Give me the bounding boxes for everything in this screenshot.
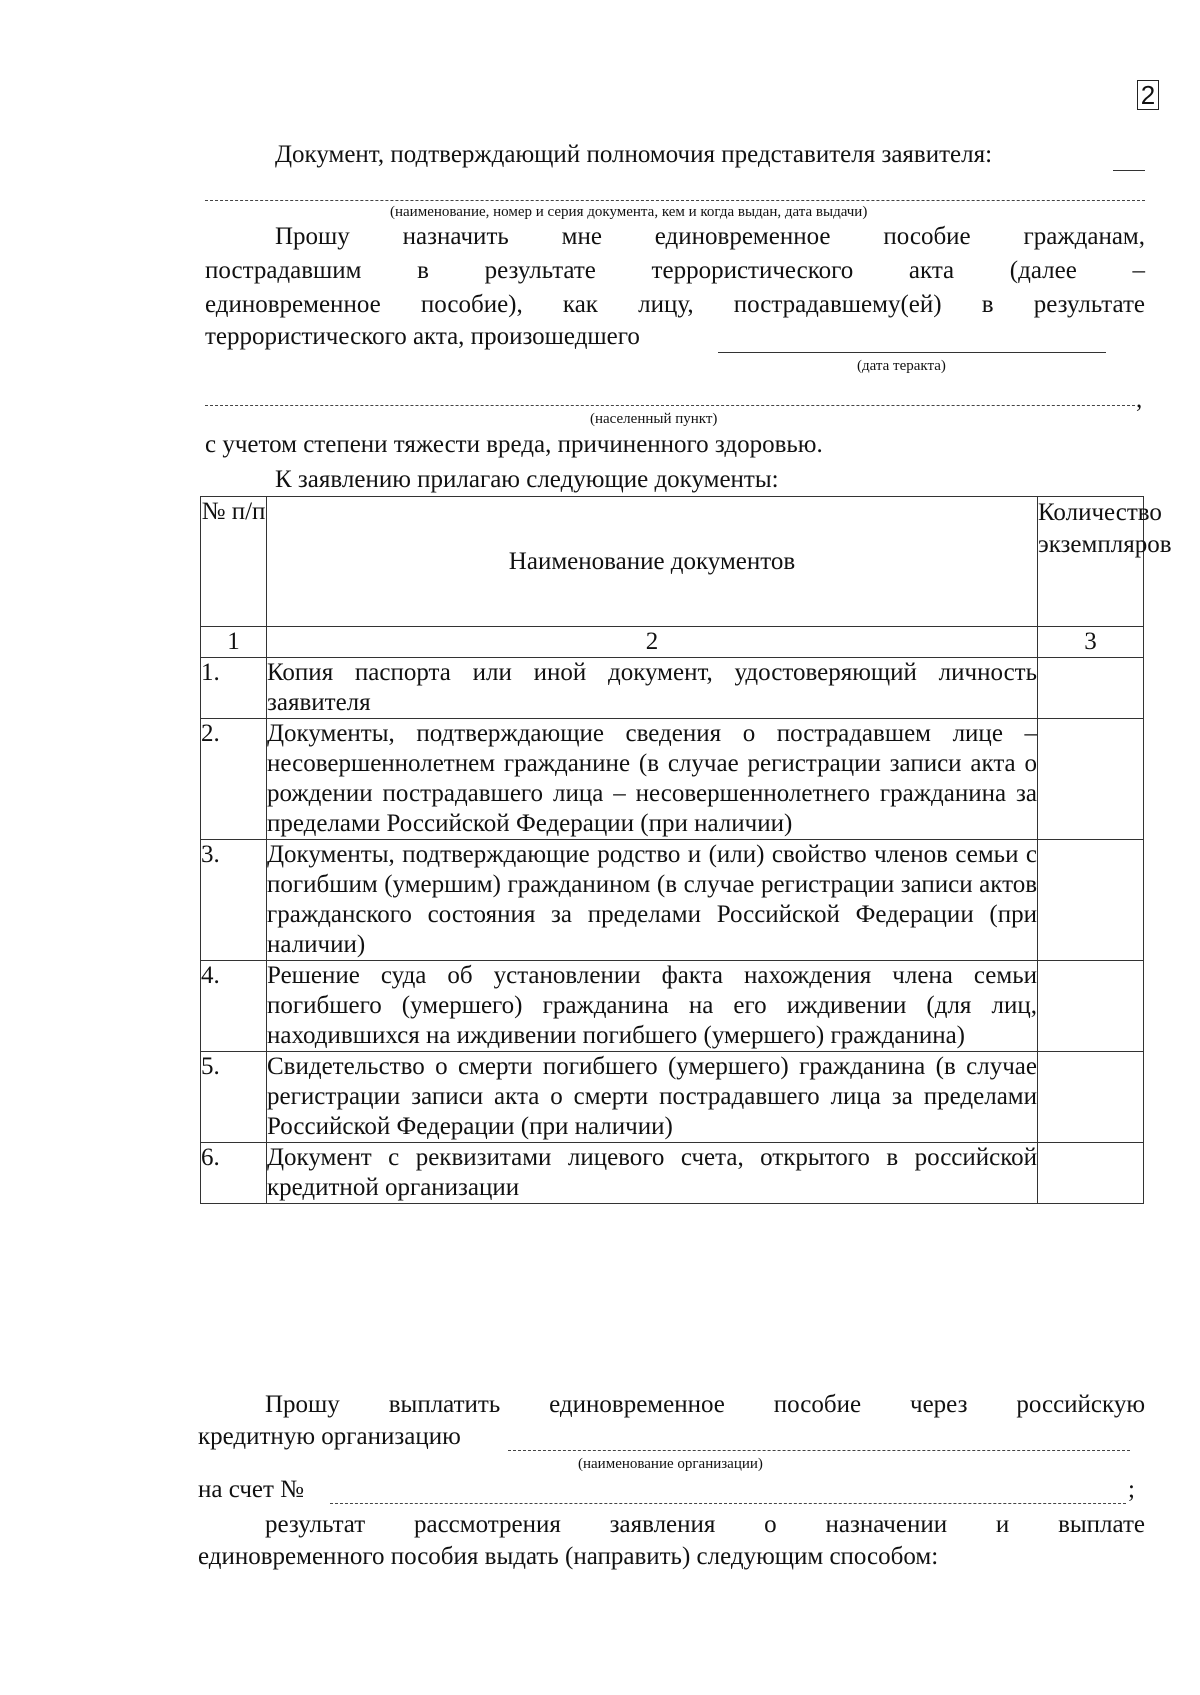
page-number: 2 — [1137, 80, 1159, 110]
index-cell: 2 — [267, 627, 1038, 658]
terror-act-date-caption: (дата теракта) — [857, 358, 946, 374]
result-line-2: единовременного пособия выдать (направить) следующим способом: — [198, 1543, 939, 1570]
row-document-name: Документы, подтверждающие родство и (или) свойство членов семьи с погибшим (умершим) гражданином (в случае регистрации записи актов гражданского состояния за пределами Российской Федерации (при наличии) — [267, 840, 1038, 961]
table-row — [201, 1052, 1144, 1143]
row-number: 3. — [201, 840, 267, 961]
table-index-row — [201, 627, 1144, 658]
representative-doc-label: Документ, подтверждающий полномочия представителя заявителя: — [275, 141, 993, 168]
table-row — [201, 1143, 1144, 1204]
row-quantity-cell[interactable] — [1038, 961, 1144, 1052]
account-semicolon: ; — [1128, 1476, 1135, 1503]
account-label: на счет № — [198, 1476, 305, 1503]
table-row — [201, 840, 1144, 961]
row-document-name: Решение суда об установлении факта нахождения члена семьи погибшего (умершего) гражданина на его иждивении (для лиц, находившихся на иждивении погибшего (умершего) гражданина) — [267, 961, 1038, 1052]
header-quantity: Количество экземпляров — [1038, 497, 1144, 627]
representative-doc-blank[interactable] — [1113, 170, 1145, 171]
attachments-intro: К заявлению прилагаю следующие документы: — [275, 466, 779, 493]
settlement-blank[interactable] — [205, 405, 1135, 406]
request-line-1: Прошу назначить мне единовременное пособие гражданам, — [275, 223, 1145, 250]
representative-doc-details-blank[interactable] — [205, 200, 1145, 201]
table-header-row — [201, 497, 1144, 627]
row-document-name: Документ с реквизитами лицевого счета, открытого в российской кредитной организации — [267, 1143, 1038, 1204]
index-cell: 1 — [201, 627, 267, 658]
credit-org-caption: (наименование организации) — [578, 1456, 763, 1472]
request-line-2: пострадавшим в результате террористического акта (далее – — [205, 257, 1145, 284]
row-quantity-cell[interactable] — [1038, 658, 1144, 719]
row-document-name: Копия паспорта или иной документ, удостоверяющий личность заявителя — [267, 658, 1038, 719]
payment-line-2: кредитную организацию — [198, 1423, 461, 1450]
row-quantity-cell[interactable] — [1038, 840, 1144, 961]
row-quantity-cell[interactable] — [1038, 1052, 1144, 1143]
row-document-name: Свидетельство о смерти погибшего (умершего) гражданина (в случае регистрации записи акта о смерти пострадавшего лица за пределами Российской Федерации (при наличии) — [267, 1052, 1038, 1143]
row-number: 5. — [201, 1052, 267, 1143]
table-row — [201, 658, 1144, 719]
row-number: 6. — [201, 1143, 267, 1204]
request-line-5: с учетом степени тяжести вреда, причиненного здоровью. — [205, 431, 823, 458]
header-document-name: Наименование документов — [267, 497, 1038, 627]
representative-doc-caption: (наименование, номер и серия документа, кем и когда выдан, дата выдачи) — [390, 204, 868, 220]
request-line-4: террористического акта, произошедшего — [205, 323, 640, 350]
request-line-3: единовременное пособие), как лицу, пострадавшему(ей) в результате — [205, 291, 1145, 318]
row-number: 2. — [201, 719, 267, 840]
terror-act-date-blank[interactable] — [718, 352, 1106, 353]
documents-table — [200, 496, 1172, 1204]
account-number-blank[interactable] — [330, 1503, 1126, 1504]
settlement-comma: , — [1136, 386, 1143, 413]
index-cell: 3 — [1038, 627, 1144, 658]
header-number: № п/п — [201, 497, 267, 627]
row-quantity-cell[interactable] — [1038, 719, 1144, 840]
settlement-caption: (населенный пункт) — [590, 411, 718, 427]
table-row — [201, 719, 1144, 840]
table-row — [201, 961, 1144, 1052]
row-quantity-cell[interactable] — [1038, 1143, 1144, 1204]
result-line-1: результат рассмотрения заявления о назначении и выплате — [265, 1511, 1145, 1538]
credit-org-blank[interactable] — [508, 1450, 1130, 1451]
payment-line-1: Прошу выплатить единовременное пособие через российскую — [265, 1391, 1145, 1418]
row-number: 4. — [201, 961, 267, 1052]
row-number: 1. — [201, 658, 267, 719]
row-document-name: Документы, подтверждающие сведения о пострадавшем лице – несовершеннолетнем гражданине (в случае регистрации записи акта о рождении пострадавшего лица – несовершеннолетнего гражданина за пределами Российской Федерации (при наличии) — [267, 719, 1038, 840]
